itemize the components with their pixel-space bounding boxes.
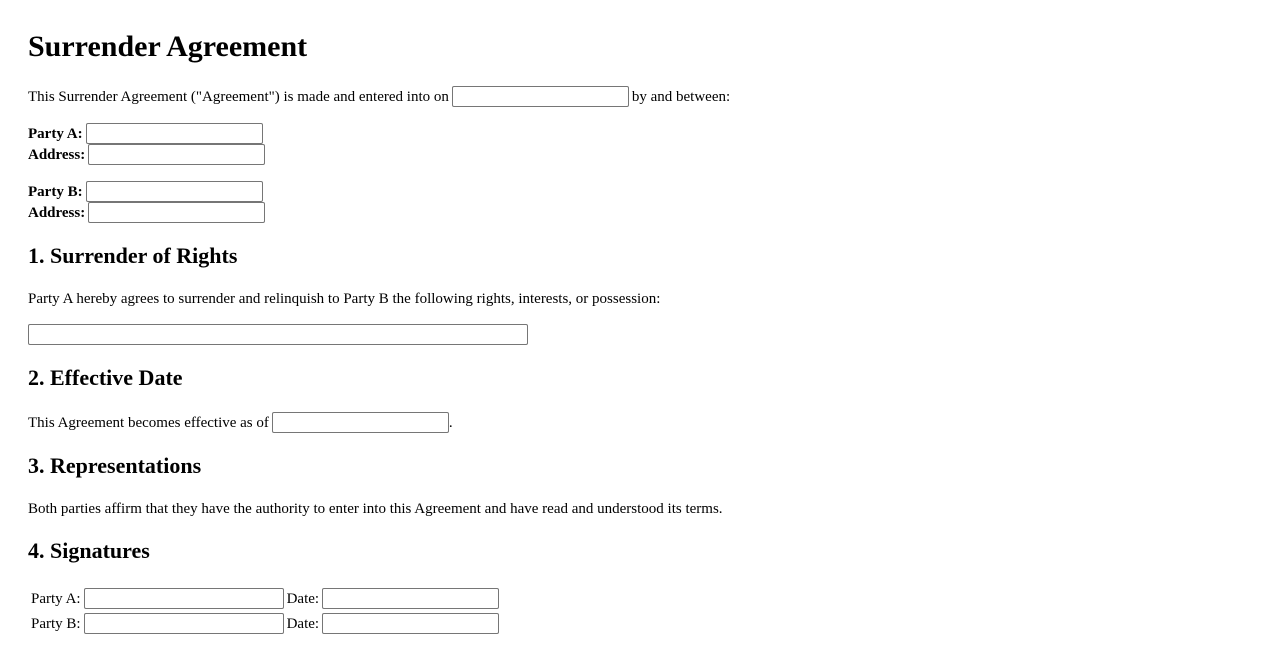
effective-date-input[interactable] — [272, 412, 449, 433]
party-a-address-row — [28, 144, 265, 165]
section-1-heading: 1. Surrender of Rights — [28, 243, 238, 268]
party-a-signature-input[interactable] — [84, 588, 284, 609]
section-2-heading: 2. Effective Date — [28, 365, 183, 390]
party-b-signature-date-input[interactable] — [322, 613, 499, 634]
agreement-date-input[interactable] — [452, 86, 629, 107]
party-a-address-label: Address: — [28, 146, 86, 163]
party-b-row — [28, 181, 263, 202]
effective-date-text: This Agreement becomes effective as of — [28, 414, 269, 431]
signature-party-label: Party A: — [31, 590, 81, 607]
section-4-heading: 4. Signatures — [28, 538, 150, 563]
intro-text: This Surrender Agreement ("Agreement") is made and entered into on — [28, 88, 449, 105]
signature-date-label: Date: — [286, 590, 320, 607]
section-3-heading: 3. Representations — [28, 453, 202, 478]
section-3-text: Both parties affirm that they have the authority to enter into this Agreement and have read and understood its terms. — [28, 501, 723, 517]
section-1-text: Party A hereby agrees to surrender and relinquish to Party B the following rights, interests, or possession: — [28, 291, 661, 307]
signature-row — [31, 613, 499, 634]
effective-date-line — [28, 412, 453, 433]
document-title: Surrender Agreement — [28, 30, 308, 63]
party-b-signature-input[interactable] — [84, 613, 284, 634]
surrendered-rights-input[interactable] — [28, 324, 528, 345]
party-a-name-input[interactable] — [86, 123, 263, 144]
party-a-signature-date-input[interactable] — [322, 588, 499, 609]
party-b-name-input[interactable] — [86, 181, 263, 202]
intro-suffix: by and between: — [631, 88, 731, 105]
party-b-address-input[interactable] — [88, 202, 265, 223]
party-a-row — [28, 123, 263, 144]
effective-date-period: . — [448, 414, 453, 431]
intro-line — [28, 86, 730, 107]
section-1-input-row — [28, 324, 528, 345]
signature-date-label: Date: — [286, 615, 320, 632]
signature-party-label: Party B: — [31, 615, 81, 632]
party-a-label: Party A: — [28, 125, 83, 142]
party-b-address-label: Address: — [28, 204, 86, 221]
party-b-address-row — [28, 202, 265, 223]
party-b-label: Party B: — [28, 183, 83, 200]
party-a-address-input[interactable] — [88, 144, 265, 165]
signature-row — [31, 588, 499, 609]
